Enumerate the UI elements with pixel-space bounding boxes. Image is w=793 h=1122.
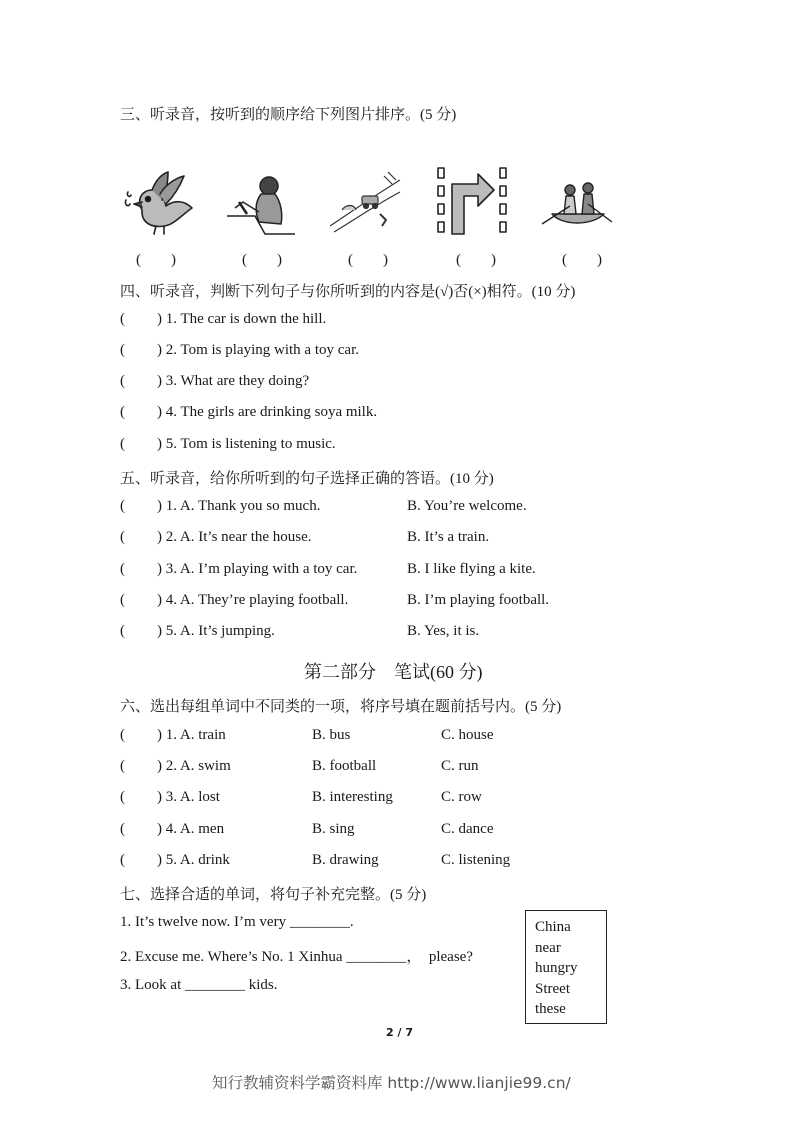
picture-answer-paren-5[interactable]: ( ) [562,252,602,268]
s6-option-c-4: C. dance [441,821,494,837]
s6-paren-2[interactable]: ( [120,758,125,774]
s4-paren-1[interactable]: ( [120,311,125,327]
section-3-title: 三、听录音，按听到的顺序给下列图片排序。(5 分) [120,107,457,123]
s7-sentence-2: 2. Excuse me. Where’s No. 1 Xinhua ________， please? [120,949,473,965]
s4-item-4: ) 4. The girls are drinking soya milk. [157,404,378,420]
s4-paren-2[interactable]: ( [120,342,125,358]
part-2-heading: 第二部分 笔试(60 分) [304,662,483,682]
s7-sentence-1: 1. It’s twelve now. I’m very ________. [120,914,354,930]
s6-option-c-2: C. run [441,758,479,774]
girl-writing-picture [225,172,297,236]
s4-paren-5[interactable]: ( [120,436,125,452]
s5-paren-4[interactable]: ( [120,592,125,608]
section-6-title: 六、选出每组单词中不同类的一项，将序号填在题前括号内。(5 分) [120,699,562,715]
s6-option-a-5: ) 5. A. drink [157,852,230,868]
s4-item-5: ) 5. Tom is listening to music. [157,436,336,452]
s5-option-a-5: ) 5. A. It’s jumping. [157,623,275,639]
word-bank-word: near [535,939,561,956]
s6-option-a-2: ) 2. A. swim [157,758,231,774]
s4-paren-3[interactable]: ( [120,373,125,389]
s6-option-a-4: ) 4. A. men [157,821,225,837]
s6-option-a-1: ) 1. A. train [157,727,226,743]
s6-option-b-1: B. bus [312,727,351,743]
section-7-title: 七、选择合适的单词，将句子补充完整。(5 分) [120,887,427,903]
s4-paren-4[interactable]: ( [120,404,125,420]
word-bank-word: these [535,1001,566,1017]
page-number: 2 / 7 [386,1026,413,1039]
s6-option-b-2: B. football [312,758,377,774]
s5-paren-5[interactable]: ( [120,623,125,639]
s5-option-b-1: B. You’re welcome. [407,498,527,514]
word-bank-word: hungry [535,960,578,976]
s6-option-c-3: C. row [441,789,482,805]
word-bank-box [525,910,607,1024]
picture-answer-paren-3[interactable]: ( ) [348,252,388,268]
s5-option-a-1: ) 1. A. Thank you so much. [157,498,321,514]
s4-item-3: ) 3. What are they doing? [157,373,310,389]
s6-paren-5[interactable]: ( [120,852,125,868]
footer-watermark: 知行教辅资料学霸资料库 http://www.lianjie99.cn/ [212,1074,571,1092]
word-bank-word: China [535,919,571,935]
car-on-hill-picture [328,170,402,236]
s6-paren-1[interactable]: ( [120,727,125,743]
turn-right-arrow-picture [436,166,508,238]
s7-sentence-3: 3. Look at ________ kids. [120,977,278,993]
s6-option-c-5: C. listening [441,852,511,868]
s5-option-a-2: ) 2. A. It’s near the house. [157,529,312,545]
s5-paren-3[interactable]: ( [120,561,125,577]
s6-option-a-3: ) 3. A. lost [157,789,220,805]
s4-item-1: ) 1. The car is down the hill. [157,311,327,327]
s5-option-a-4: ) 4. A. They’re playing football. [157,592,349,608]
section-4-title: 四、听录音，判断下列句子与你所听到的内容是(√)否(×)相符。(10 分) [120,284,576,300]
s6-option-c-1: C. house [441,727,494,743]
picture-answer-paren-1[interactable]: ( ) [136,252,176,268]
picture-answer-paren-4[interactable]: ( ) [456,252,496,268]
s6-paren-3[interactable]: ( [120,789,125,805]
boat-rowing-picture [540,176,614,234]
word-bank-word: Street [535,980,570,997]
picture-answer-paren-2[interactable]: ( ) [242,252,282,268]
s6-option-b-5: B. drawing [312,852,379,868]
s5-paren-2[interactable]: ( [120,529,125,545]
section-5-title: 五、听录音，给你所听到的句子选择正确的答语。(10 分) [120,471,494,487]
s5-option-b-3: B. I like flying a kite. [407,561,536,577]
s6-paren-4[interactable]: ( [120,821,125,837]
s6-option-b-4: B. sing [312,821,355,837]
s5-option-b-2: B. It’s a train. [407,529,490,545]
s5-option-b-5: B. Yes, it is. [407,623,480,639]
s6-option-b-3: B. interesting [312,789,393,805]
bird-picture [122,170,198,238]
s5-option-a-3: ) 3. A. I’m playing with a toy car. [157,561,358,577]
s5-paren-1[interactable]: ( [120,498,125,514]
s5-option-b-4: B. I’m playing football. [407,592,550,608]
s4-item-2: ) 2. Tom is playing with a toy car. [157,342,359,358]
